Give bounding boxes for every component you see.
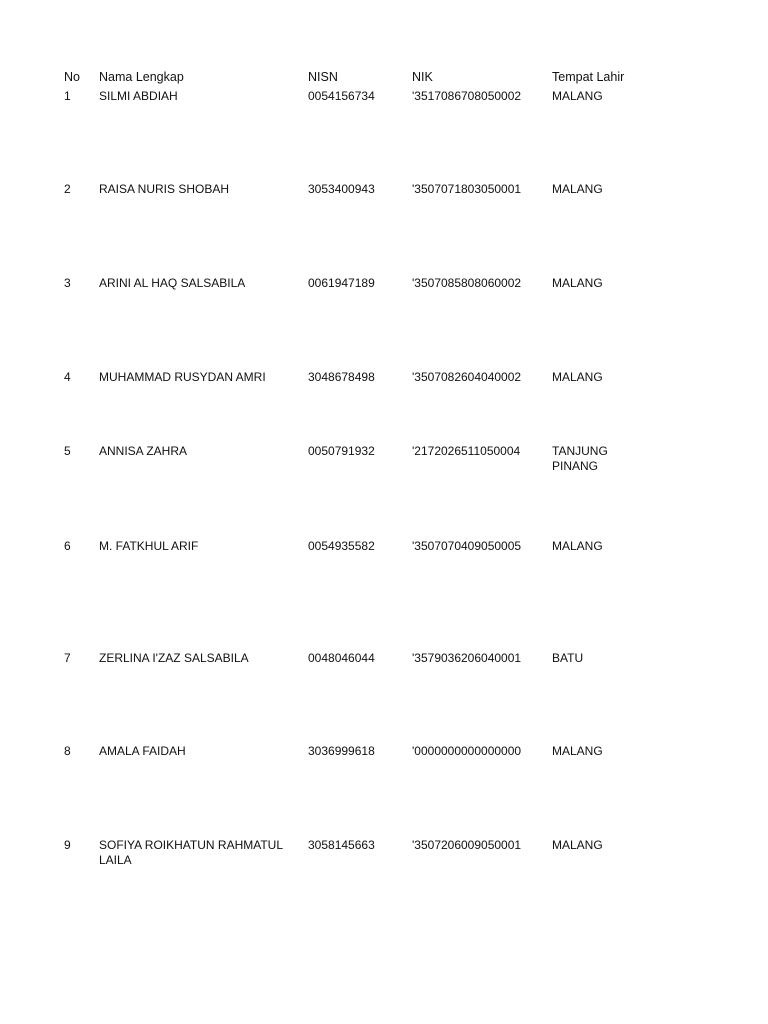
row-1-birthplace: MALANG (552, 89, 603, 103)
row-3-no: 3 (64, 276, 71, 290)
row-3-birthplace: MALANG (552, 276, 603, 290)
row-9-no: 9 (64, 838, 71, 852)
row-9-nik: '3507206009050001 (412, 838, 522, 852)
row-6-no: 6 (64, 539, 71, 553)
row-3-name: ARINI AL HAQ SALSABILA (99, 276, 246, 290)
row-2-no: 2 (64, 182, 71, 196)
row-7-nisn: 0048046044 (308, 651, 375, 665)
row-7-nik: '3579036206040001 (412, 651, 522, 665)
row-7-no: 7 (64, 651, 71, 665)
row-1-nisn: 0054156734 (308, 89, 375, 103)
row-9-nisn: 3058145663 (308, 838, 375, 852)
row-1-nik: '3517086708050002 (412, 89, 522, 103)
row-8-no: 8 (64, 744, 71, 758)
row-1-no: 1 (64, 89, 71, 103)
row-5-birthplace: TANJUNG PINANG (552, 444, 608, 473)
header-nik: NIK (412, 70, 433, 84)
row-8-nik: '0000000000000000 (412, 744, 522, 758)
header-birthplace: Tempat Lahir (552, 70, 625, 84)
row-4-name: MUHAMMAD RUSYDAN AMRI (99, 370, 266, 384)
row-4-nisn: 3048678498 (308, 370, 375, 384)
row-5-name: ANNISA ZAHRA (99, 444, 188, 458)
row-9-name: SOFIYA ROIKHATUN RAHMATUL LAILA (99, 838, 283, 867)
row-7-name: ZERLINA I'ZAZ SALSABILA (99, 651, 249, 665)
row-2-birthplace: MALANG (552, 182, 603, 196)
header-name: Nama Lengkap (99, 70, 184, 84)
row-6-nisn: 0054935582 (308, 539, 375, 553)
row-9-birthplace: MALANG (552, 838, 603, 852)
header-no: No (64, 70, 80, 84)
row-2-nik: '3507071803050001 (412, 182, 522, 196)
row-3-nik: '3507085808060002 (412, 276, 522, 290)
row-5-nisn: 0050791932 (308, 444, 375, 458)
row-2-nisn: 3053400943 (308, 182, 375, 196)
row-6-nik: '3507070409050005 (412, 539, 522, 553)
row-3-nisn: 0061947189 (308, 276, 375, 290)
row-8-birthplace: MALANG (552, 744, 603, 758)
row-6-birthplace: MALANG (552, 539, 603, 553)
header-nisn: NISN (308, 70, 338, 84)
row-5-nik: '2172026511050004 (412, 444, 521, 458)
row-5-no: 5 (64, 444, 71, 458)
row-4-no: 4 (64, 370, 71, 384)
row-2-name: RAISA NURIS SHOBAH (99, 182, 230, 196)
row-1-name: SILMI ABDIAH (99, 89, 178, 103)
row-8-nisn: 3036999618 (308, 744, 375, 758)
row-4-birthplace: MALANG (552, 370, 603, 384)
row-7-birthplace: BATU (552, 651, 584, 665)
row-4-nik: '3507082604040002 (412, 370, 522, 384)
row-8-name: AMALA FAIDAH (99, 744, 186, 758)
row-6-name: M. FATKHUL ARIF (99, 539, 199, 553)
